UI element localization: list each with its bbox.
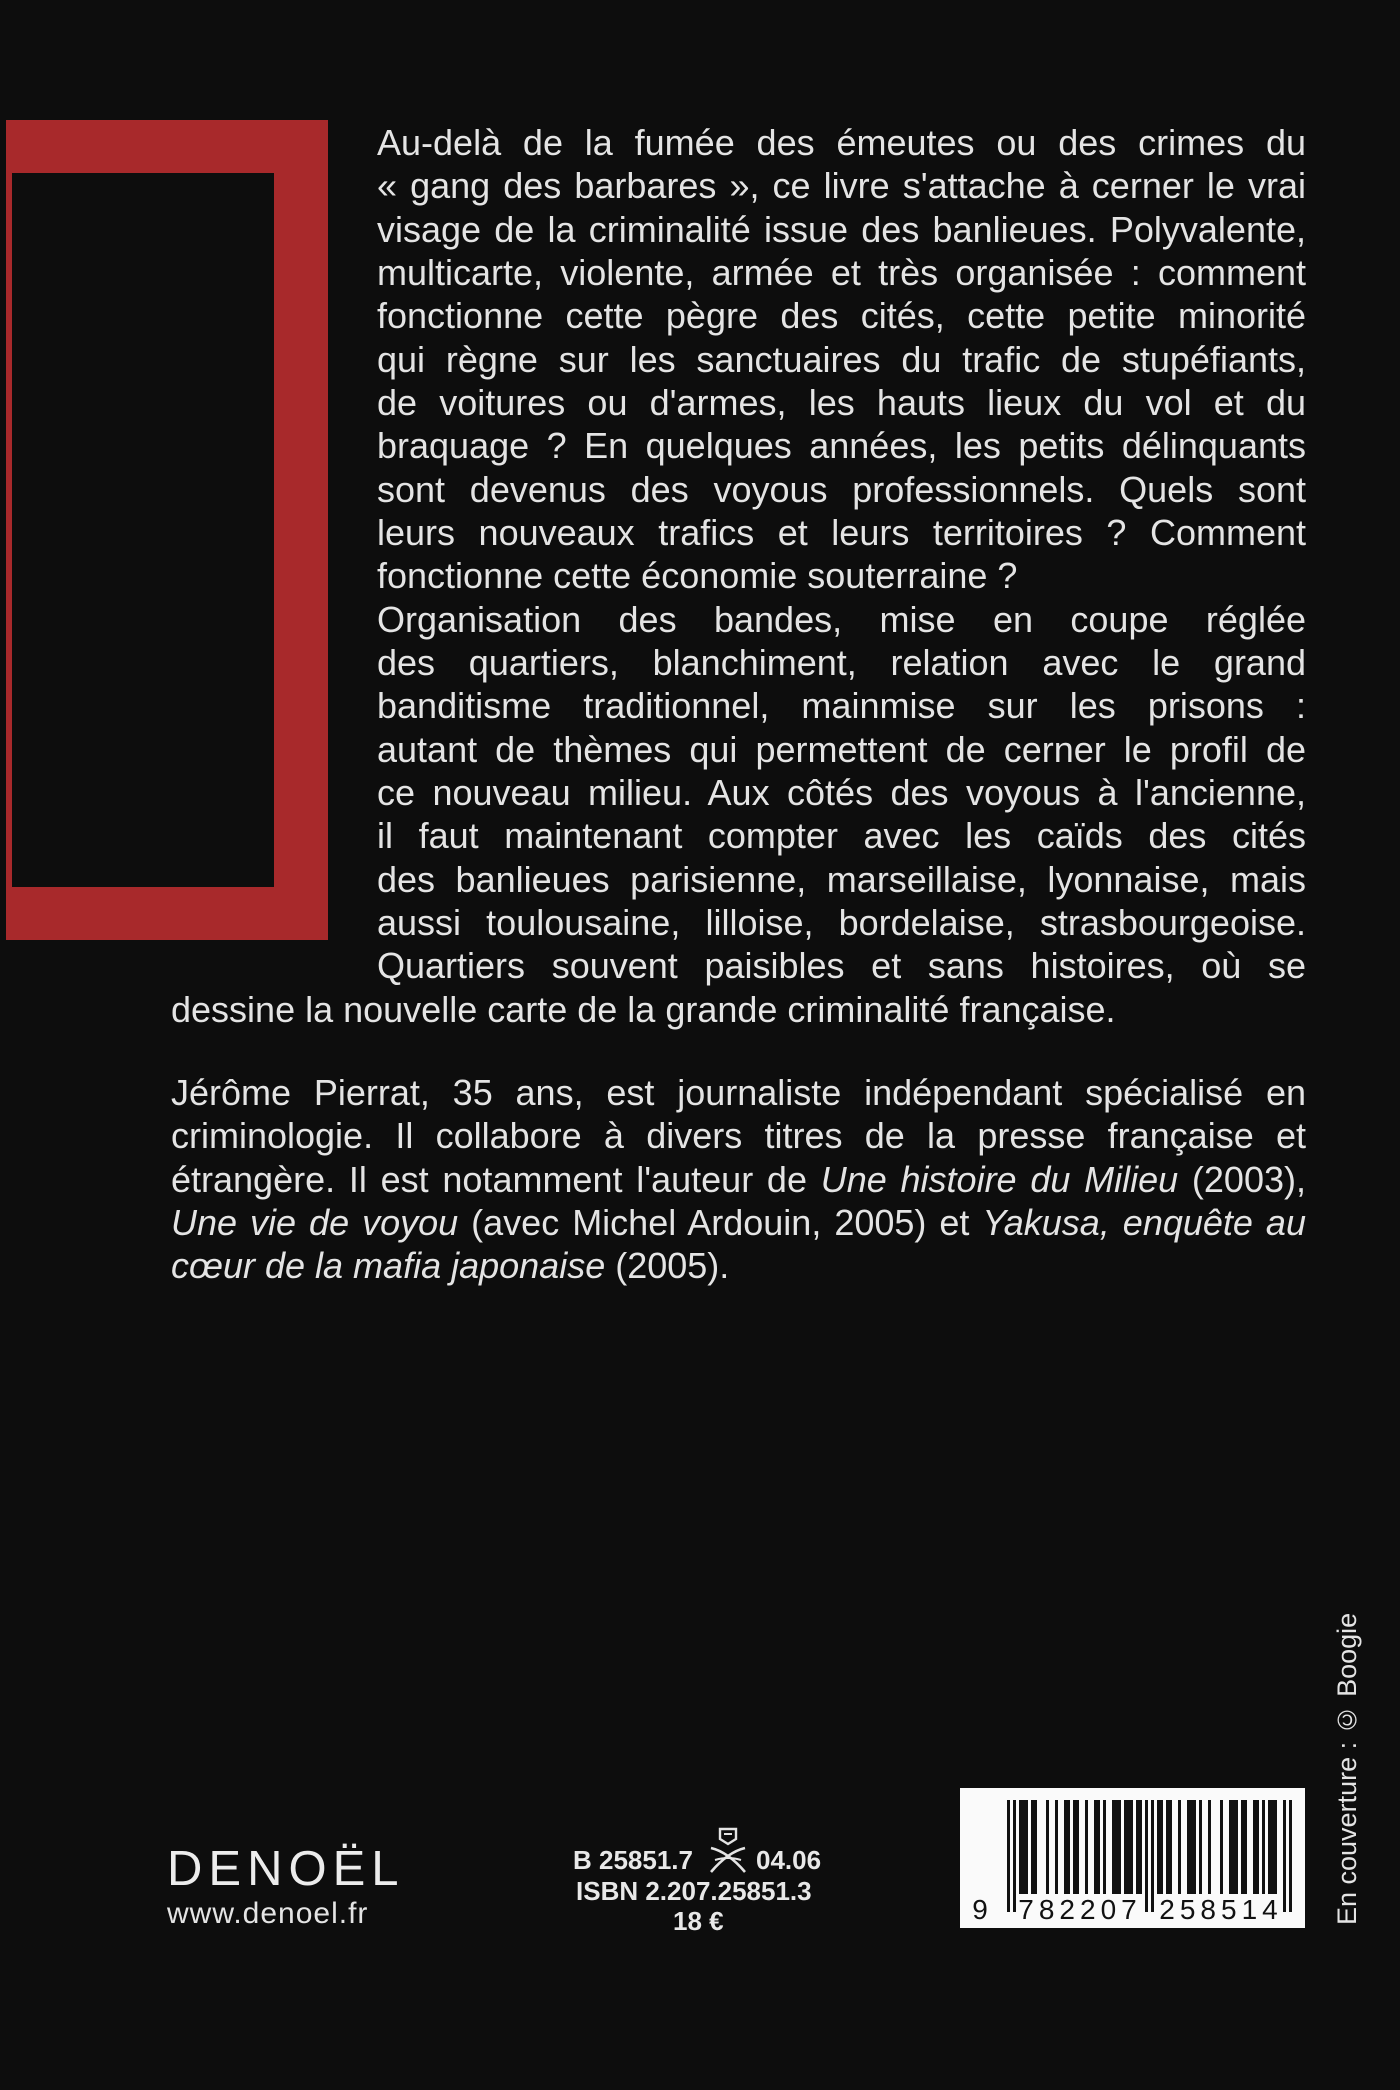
blurb-line: multicarte, violente, armée et très organisée : comment — [377, 251, 1306, 293]
barcode-bar — [1166, 1800, 1172, 1894]
barcode-right-digits: 258514 — [1159, 1894, 1283, 1925]
author-bio-text: (2005). — [605, 1245, 730, 1287]
barcode-bar — [1199, 1800, 1202, 1894]
barcode-bar — [1241, 1800, 1247, 1894]
price-label: 18 € — [673, 1906, 724, 1936]
barcode-first-digit: 9 — [972, 1894, 988, 1925]
blurb-line: sont devenus des voyous professionnels. Quels sont — [377, 468, 1306, 510]
blurb-line: des banlieues parisienne, marseillaise, lyonnaise, mais — [377, 858, 1306, 900]
blurb-line: il faut maintenant compter avec les caïds des cités — [377, 815, 1306, 857]
blurb-line: Organisation des bandes, mise en coupe réglée — [377, 598, 1306, 640]
barcode-bar — [1064, 1800, 1070, 1894]
catalog-code: B 25851.7 — [573, 1845, 693, 1875]
cover-photo-credit: En couverture : © Boogie — [1332, 1612, 1362, 1926]
author-bio-line — [171, 1114, 1306, 1157]
author-bio-line — [171, 1201, 1306, 1244]
author-bio — [171, 1071, 1306, 1288]
blurb-line: leurs nouveaux trafics et leurs territoires ? Comment — [377, 511, 1306, 553]
blurb-line: Au-delà de la fumée des émeutes ou des crimes du — [377, 122, 1306, 163]
author-bio-text: (avec Michel Ardouin, 2005) et — [458, 1201, 983, 1243]
barcode-bar — [1055, 1800, 1058, 1894]
barcode-guard-bar — [1289, 1800, 1292, 1912]
barcode-bar — [1253, 1800, 1259, 1894]
blurb-line: banditisme traditionnel, mainmise sur les prisons : — [377, 685, 1306, 727]
barcode-bar — [1229, 1800, 1238, 1894]
blurb-line: fonctionne cette pègre des cités, cette petite minorité — [377, 295, 1306, 337]
blurb-line: « gang des barbares », ce livre s'attache à cerner le vrai — [377, 165, 1306, 207]
barcode-left-digits: 782207 — [1018, 1894, 1142, 1925]
publisher-emblem-icon — [707, 1826, 749, 1876]
publisher-logo: DENOËL — [167, 1842, 405, 1896]
blurb-line: dessine la nouvelle carte de la grande criminalité française. — [171, 988, 1116, 1030]
blurb-line: de voitures ou d'armes, les hauts lieux du vol et du — [377, 381, 1306, 423]
print-date: 04.06 — [756, 1845, 822, 1875]
blurb-line: fonctionne cette économie souterraine ? — [377, 555, 1018, 597]
author-bio-text: criminologie. Il collabore à divers titres de la presse française et — [171, 1115, 1306, 1157]
blurb-line: autant de thèmes qui permettent de cerner le profil de — [377, 728, 1306, 770]
book-title-histoire-du-milieu: Une histoire du Milieu — [820, 1158, 1179, 1200]
barcode-bar — [1112, 1800, 1121, 1894]
blurb-line: aussi toulousaine, lilloise, bordelaise, strasbourgeoise. — [377, 901, 1306, 943]
author-bio-text: (2003), — [1178, 1158, 1306, 1200]
barcode-guard-bar — [1007, 1800, 1010, 1912]
barcode-bar — [1085, 1800, 1088, 1894]
author-bio-text: étrangère. Il est notamment l'auteur de — [171, 1158, 821, 1200]
blurb-line: Quartiers souvent paisibles et sans histoires, où se — [377, 945, 1306, 987]
book-title-yakusa: Yakusa, enquête au — [982, 1201, 1306, 1243]
isbn-number: ISBN 2.207.25851.3 — [576, 1876, 812, 1906]
barcode-bar — [1187, 1800, 1196, 1894]
barcode-bar — [1046, 1800, 1049, 1894]
blurb-line: visage de la criminalité issue des banlieues. Polyvalente, — [377, 208, 1306, 250]
barcode-bar — [1208, 1800, 1211, 1894]
barcode-bar — [1094, 1800, 1100, 1894]
book-title-yakusa-cont: cœur de la mafia japonaise — [171, 1245, 606, 1287]
author-bio-text: Jérôme Pierrat, 35 ans, est journaliste indépendant spécialisé en — [171, 1072, 1306, 1113]
barcode-bar — [1019, 1800, 1028, 1894]
book-title-vie-de-voyou: Une vie de voyou — [171, 1201, 459, 1243]
barcode-bar — [1073, 1800, 1079, 1894]
barcode-bar — [1103, 1800, 1106, 1894]
blurb-line: braquage ? En quelques années, les petits délinquants — [377, 425, 1306, 467]
barcode-bar — [1124, 1800, 1133, 1894]
blurb-line: ce nouveau milieu. Aux côtés des voyous à l'ancienne, — [377, 771, 1306, 813]
blurb-text — [171, 121, 1306, 1031]
barcode-bar — [1157, 1800, 1163, 1894]
barcode-bar — [1262, 1800, 1265, 1894]
author-bio-line — [171, 1244, 1306, 1287]
author-bio-line — [171, 1158, 1306, 1201]
publisher-website: www.denoel.fr — [167, 1897, 369, 1930]
author-bio-line — [171, 1071, 1306, 1114]
blurb-line: qui règne sur les sanctuaires du trafic de stupéfiants, — [377, 338, 1306, 380]
barcode-guard-bar — [1151, 1800, 1154, 1912]
barcode-bar — [1031, 1800, 1037, 1894]
barcode-bar — [1178, 1800, 1181, 1894]
barcode-bar — [1136, 1800, 1142, 1894]
barcode-bar — [1268, 1800, 1277, 1894]
barcode-bar — [1220, 1800, 1223, 1894]
barcode-guard-bar — [1145, 1800, 1148, 1912]
ean-barcode — [960, 1788, 1305, 1928]
blurb-line: des quartiers, blanchiment, relation avec le grand — [377, 641, 1306, 683]
